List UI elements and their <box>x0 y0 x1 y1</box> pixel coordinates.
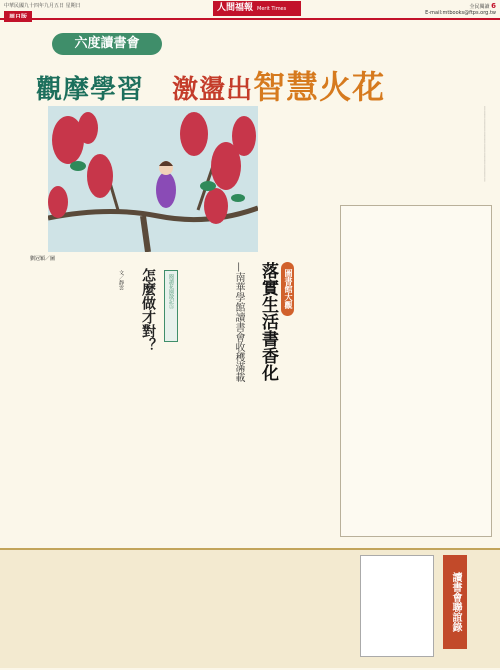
headline-part-2: 激盪出 <box>172 75 254 105</box>
newspaper-logo <box>213 1 301 16</box>
section-info <box>425 2 496 16</box>
lead-headline <box>36 62 385 108</box>
promo-badge: 讀書會聯誼錄 <box>443 555 467 649</box>
edition-label <box>4 11 32 22</box>
sidebar-tag: 閱讀花園散記⑤ <box>168 274 174 309</box>
sidebar-box <box>340 205 492 537</box>
feature-badge: 圖書館大觀 <box>281 262 294 316</box>
issue-date: 中華民國九十四年九月五日 星期日 <box>4 3 81 9</box>
section-name: 全民閱讀 <box>469 4 490 10</box>
page-number: 6 <box>491 2 496 10</box>
text-line: ＿＿＿＿＿＿＿＿＿＿＿＿＿＿＿＿＿＿ <box>485 106 490 182</box>
feature-subtitle: —南華學館讀書會收穫滿載 <box>233 262 244 382</box>
sidebar-title: 怎麼做才對？ <box>140 268 156 352</box>
illustration-credit: 劉冠穎／圖 <box>30 256 56 262</box>
article-body <box>300 106 490 206</box>
headline-part-1: 觀摩學習 <box>36 75 145 105</box>
feature-title: 落實生活書香化 <box>258 262 278 381</box>
header-rule <box>0 18 500 20</box>
sidebar-author: 文／靜雲 <box>118 270 124 290</box>
headline-part-3: 智慧火花 <box>253 68 386 106</box>
lead-kicker: 六度讀書會 <box>52 33 162 55</box>
contact-email: E-mail:mtbooks@ftps.org.tw <box>425 10 496 16</box>
page-header <box>0 0 500 24</box>
lead-illustration <box>48 106 258 252</box>
promo-box <box>360 555 434 657</box>
logo-text: 人間福報 <box>217 3 254 13</box>
logo-subtitle: Merit Times <box>257 6 287 12</box>
